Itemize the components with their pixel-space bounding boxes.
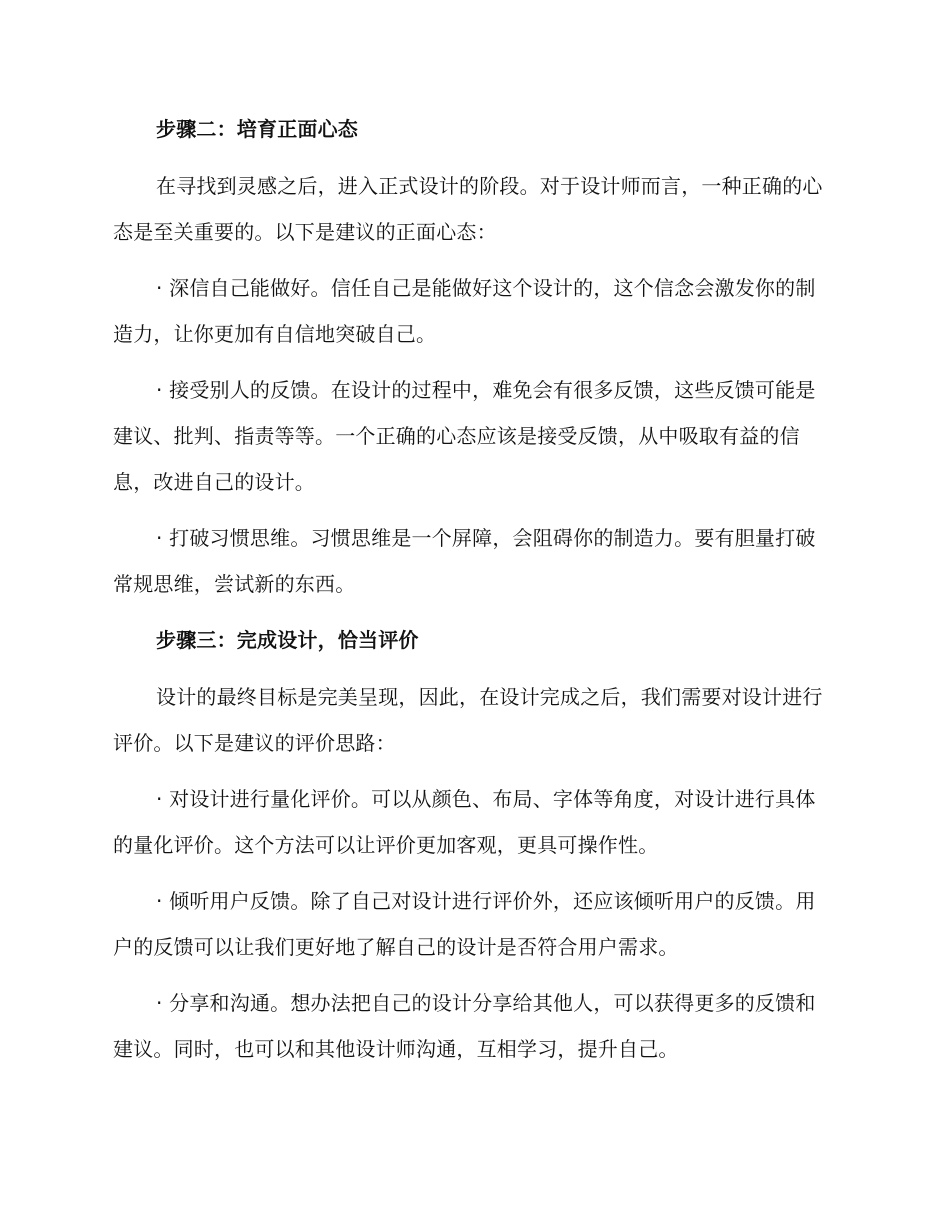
paragraph-intro-evaluation: 设计的最终目标是完美呈现，因此，在设计完成之后，我们需要对设计进行评价。以下是建议的评价思路： xyxy=(113,685,823,755)
bullet-accept-feedback: · 接受别人的反馈。在设计的过程中，难免会有很多反馈，这些反馈可能是建议、批判、指责等等。一个正确的心态应该是接受反馈，从中吸取有益的信息，改进自己的设计。 xyxy=(113,378,816,494)
bullet-quantified-evaluation: · 对设计进行量化评价。可以从颜色、布局、字体等角度，对设计进行具体的量化评价。这个方法可以让评价更加客观，更具可操作性。 xyxy=(113,787,816,857)
bullet-believe-yourself: · 深信自己能做好。信任自己是能做好这个设计的，这个信念会激发你的制造力，让你更加有自信地突破自己。 xyxy=(113,276,816,346)
section-heading-step-three: 步骤三：完成设计，恰当评价 xyxy=(156,628,419,652)
bullet-break-habits: · 打破习惯思维。习惯思维是一个屏障，会阻碍你的制造力。要有胆量打破常规思维，尝试新的东西。 xyxy=(113,526,816,596)
bullet-user-feedback: · 倾听用户反馈。除了自己对设计进行评价外，还应该倾听用户的反馈。用户的反馈可以让我们更好地了解自己的设计是否符合用户需求。 xyxy=(113,889,816,959)
section-heading-step-two: 步骤二：培育正面心态 xyxy=(156,117,358,141)
bullet-share-communicate: · 分享和沟通。想办法把自己的设计分享给其他人，可以获得更多的反馈和建议。同时，也可以和其他设计师沟通，互相学习，提升自己。 xyxy=(113,991,816,1061)
paragraph-intro-mindset: 在寻找到灵感之后，进入正式设计的阶段。对于设计师而言，一种正确的心态是至关重要的。以下是建议的正面心态： xyxy=(113,174,823,244)
